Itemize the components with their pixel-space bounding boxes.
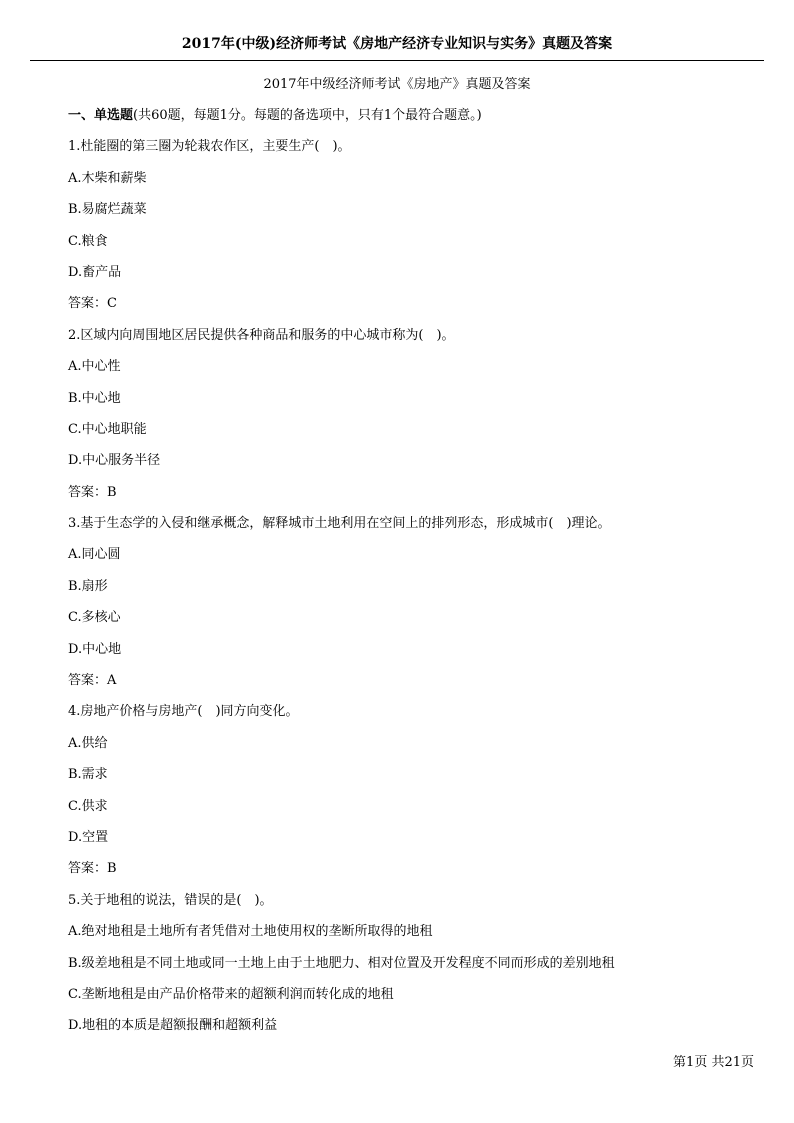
question-1-option-d: D.畜产品 (68, 264, 122, 280)
question-1-option-c: C.粮食 (68, 233, 108, 249)
question-2-option-c: C.中心地职能 (68, 421, 147, 437)
question-1-option-b: B.易腐烂蔬菜 (68, 202, 147, 218)
header-divider (30, 60, 764, 61)
question-2-option-b: B.中心地 (68, 390, 121, 406)
question-1-stem: 1.杜能圈的第三圈为轮栽农作区，主要生产( )。 (68, 139, 351, 155)
question-2-option-d: D.中心服务半径 (68, 453, 161, 469)
question-4-answer: 答案：B (68, 861, 117, 877)
running-header-title: 2017年(中级)经济师考试《房地产经济专业知识与实务》真题及答案 (181, 36, 613, 52)
page-number: 第1页 共21页 (673, 1055, 754, 1070)
question-3-answer: 答案：A (68, 673, 117, 689)
question-3-stem: 3.基于生态学的入侵和继承概念，解释城市土地利用在空间上的排列形态，形成城市( )理论。 (68, 516, 611, 532)
question-2-stem: 2.区域内向周围地区居民提供各种商品和服务的中心城市称为( )。 (68, 327, 455, 343)
section-heading (68, 106, 758, 137)
question-2-answer: 答案：B (68, 484, 117, 500)
section-note: (共60题，每题1分。每题的备选项中，只有1个最符合题意。) (133, 108, 482, 123)
question-4-option-d: D.空置 (68, 829, 109, 845)
question-1-answer: 答案：C (68, 296, 117, 312)
question-4-option-a: A.供给 (68, 735, 108, 751)
question-1-option-a: A.木柴和薪柴 (68, 170, 147, 186)
question-2-option-a: A.中心性 (68, 359, 121, 375)
question-3-option-d: D.中心地 (68, 641, 122, 657)
question-3-option-c: C.多核心 (68, 610, 121, 626)
question-5-option-b: B.级差地租是不同土地或同一土地上由于土地肥力、相对位置及开发程度不同而形成的差别地租 (68, 955, 615, 971)
question-5-option-a: A.绝对地租是土地所有者凭借对土地使用权的垄断所取得的地租 (68, 924, 433, 940)
document-body (68, 106, 758, 1048)
question-5-option-c: C.垄断地租是由产品价格带来的超额利润而转化成的地租 (68, 986, 394, 1002)
question-4-option-c: C.供求 (68, 798, 108, 814)
document-title: 2017年中级经济师考试《房地产》真题及答案 (263, 77, 531, 92)
section-label: 一、单选题 (68, 108, 134, 123)
question-5-option-d: D.地租的本质是超额报酬和超额利益 (68, 1018, 278, 1034)
question-4-option-b: B.需求 (68, 767, 108, 783)
question-3-option-a: A.同心圆 (68, 547, 121, 563)
question-4-stem: 4.房地产价格与房地产( )同方向变化。 (68, 704, 299, 720)
question-3-option-b: B.扇形 (68, 578, 108, 594)
question-5-stem: 5.关于地租的说法，错误的是( )。 (68, 892, 273, 908)
